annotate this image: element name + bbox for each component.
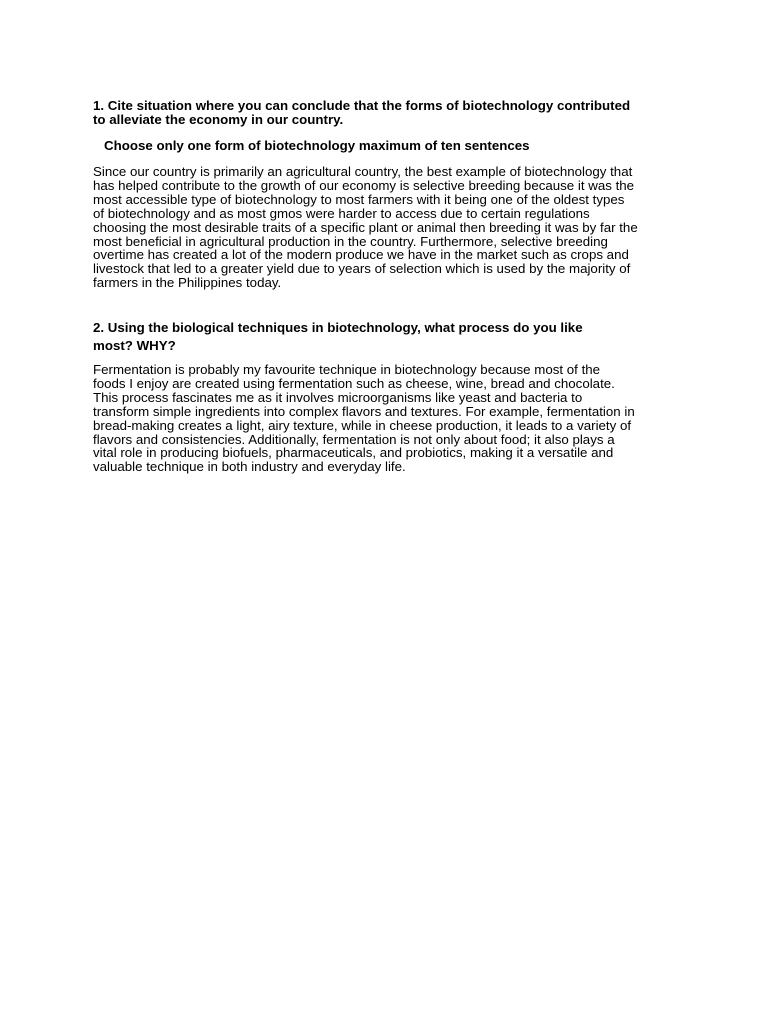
question-1-title: 1. Cite situation where you can conclude that the forms of biotechnology contributed to alleviate the economy in our country.	[93, 98, 631, 127]
question-1-instruction: Choose only one form of biotechnology maximum of ten sentences	[104, 138, 530, 153]
question-2-answer: Fermentation is probably my favourite technique in biotechnology because most of the foods I enjoy are created using fermentation such as cheese, wine, bread and chocolate. This process fascinates me as it involves microorganisms like yeast and bacteria to transform simple ingredients into complex flavors and textures. For example, fermentation in bread-making creates a light, airy texture, while in cheese production, it leads to a variety of flavors and consistencies. Additionally, fermentation is not only about food; it also plays a vital role in producing biofuels, pharmaceuticals, and probiotics, making it a versatile and valuable technique in both industry and everyday life.	[93, 362, 635, 475]
question-2-title: 2. Using the biological techniques in biotechnology, what process do you like most? WHY?	[93, 320, 583, 353]
question-1-answer: Since our country is primarily an agricultural country, the best example of biotechnology that has helped contribute to the growth of our economy is selective breeding because it was the most accessible type of biotechnology to most farmers with it being one of the oldest types of biotechnology and as most gmos were harder to access due to certain regulations choosing the most desirable traits of a specific plant or animal then breeding it was by far the most beneficial in agricultural production in the country. Furthermore, selective breeding overtime has created a lot of the modern produce we have in the market such as crops and livestock that led to a greater yield due to years of selection which is used by the majority of farmers in the Philippines today.	[93, 164, 638, 291]
